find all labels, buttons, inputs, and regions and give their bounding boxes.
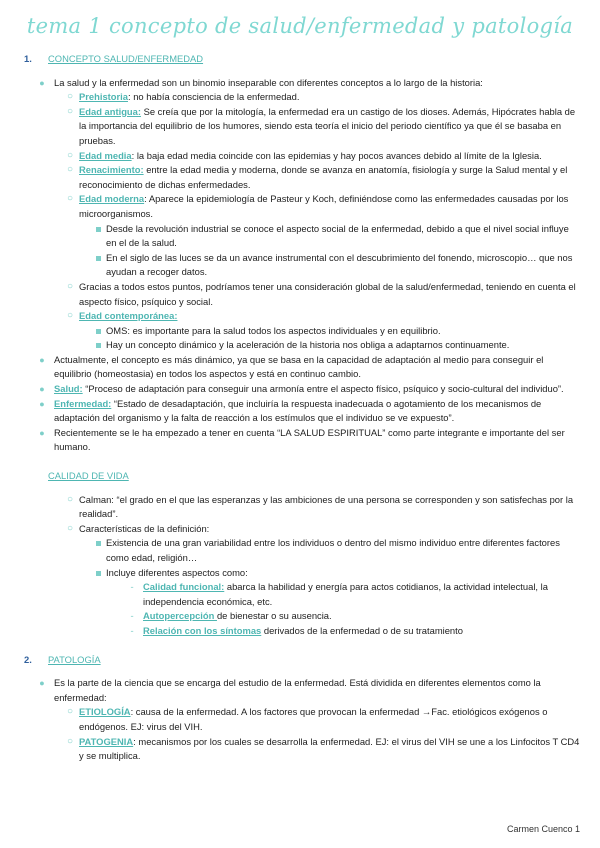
bullet-icon: - xyxy=(130,610,134,622)
section-heading xyxy=(18,52,580,67)
list-item xyxy=(18,76,580,91)
bullet-icon: ○ xyxy=(66,280,74,292)
bullet-icon: ○ xyxy=(66,522,74,534)
bullet-icon xyxy=(90,324,106,339)
document-body xyxy=(18,52,580,764)
term-label: Edad moderna xyxy=(79,193,145,205)
bullet-icon: - xyxy=(130,581,134,593)
bullet-icon: ● xyxy=(39,398,45,409)
list-item xyxy=(18,90,580,105)
section-title: CONCEPTO SALUD/ENFERMEDAD xyxy=(48,53,204,64)
bullet-icon: ○ xyxy=(66,493,74,505)
bullet-icon: ○ xyxy=(66,105,74,117)
list-item-text: Edad media: la baja edad media coincide con las epidemias y hay pocos avances debido al límite de la Iglesia. xyxy=(79,149,542,161)
bullet-icon: ● xyxy=(39,678,45,689)
bullet-icon: ○ xyxy=(66,91,74,103)
section-title: PATOLOGÍA xyxy=(48,653,101,665)
term-label: Edad contemporánea: xyxy=(79,310,178,322)
list-item xyxy=(18,251,580,280)
list-item xyxy=(18,324,580,339)
bullet-icon: ○ xyxy=(66,310,74,322)
list-item xyxy=(18,624,580,639)
list-item xyxy=(18,280,580,309)
list-item-text: En el siglo de las luces se da un avance instrumental con el descubrimiento del fonendo, microscopio… que nos ayudan a recoger datos. xyxy=(106,251,573,278)
bullet-icon: ● xyxy=(39,384,45,395)
list-item-text: Renacimiento: entre la edad media y moderna, donde se avanza en anatomía, fisiología y surge la Salud mental y el reconocimiento de dichas enfermedades. xyxy=(79,164,568,190)
section-number: 1. xyxy=(24,53,32,64)
list-item xyxy=(18,222,580,251)
term-label: ETIOLOGÍA xyxy=(79,706,131,718)
list-item-text: Relación con los síntomas derivados de la enfermedad o de su tratamiento xyxy=(143,624,463,636)
page-title: tema 1 concepto de salud/enfermedad y patología xyxy=(26,14,574,38)
list-item-text: Existencia de una gran variabilidad entre los individuos o dentro del mismo individuo entre diferentes factores como edad, religión… xyxy=(106,537,560,563)
list-item-text: Es la parte de la ciencia que se encarga del estudio de la enfermedad. Está dividida en diferentes elementos como la enfermedad: xyxy=(54,677,541,703)
bullet-icon: ○ xyxy=(66,706,74,718)
page-footer: Carmen Cuenco 1 xyxy=(506,824,580,834)
list-item-text xyxy=(79,309,580,324)
list-item-text: Actualmente, el concepto es más dinámico, ya que se basa en la capacidad de adaptación al medio para conseguir el equilibrio (homeostasia) en todos los aspectos y está en continuo cambio. xyxy=(54,353,544,380)
list-item xyxy=(18,192,580,221)
list-item xyxy=(18,735,580,764)
term-label: Relación con los síntomas xyxy=(143,624,262,636)
bullet-icon xyxy=(90,251,106,266)
list-item xyxy=(18,522,580,537)
section-number: 2. xyxy=(24,653,32,665)
bullet-icon xyxy=(90,566,106,581)
term-label: Calidad funcional: xyxy=(143,581,225,593)
bullet-icon: ○ xyxy=(66,193,74,205)
bullet-icon: ○ xyxy=(66,164,74,176)
bullet-icon xyxy=(90,338,106,353)
bullet-icon: ● xyxy=(39,354,45,365)
list-item xyxy=(18,397,580,426)
list-item-text: La salud y la enfermedad son un binomio inseparable con diferentes conceptos a lo largo de la historia: xyxy=(54,76,483,88)
term-label: Salud: xyxy=(54,383,83,395)
section-heading xyxy=(18,653,580,668)
list-item xyxy=(18,536,580,565)
list-item-text: Edad antigua: Se creía que por la mitología, la enfermedad era un castigo de los dioses. Además, Hipócrates habla de la importancia del equilibrio de los humores, siendo esta teoría el inicio del periodo científico ya que él se basaba en pruebas. xyxy=(79,105,576,146)
bullet-icon: - xyxy=(130,624,134,636)
bullet-icon: ● xyxy=(39,427,45,438)
bullet-icon: ○ xyxy=(66,149,74,161)
list-item-text: Hay un concepto dinámico y la aceleración de la historia nos obliga a adaptarnos continuamente. xyxy=(106,339,510,351)
list-item-text: Edad moderna: Aparece la epidemiología de Pasteur y Koch, definiéndose como las enfermedades causadas por los microorganismos. xyxy=(79,193,569,219)
list-item-text: Calidad funcional: abarca la habilidad y energía para actos cotidianos, la actividad intelectual, la independencia económica, etc. xyxy=(143,581,548,607)
list-item xyxy=(18,566,580,581)
term-label: PATOGENIA xyxy=(79,735,134,747)
list-item-text: Gracias a todos estos puntos, podríamos tener una consideración global de la salud/enfermedad, teniendo en cuenta el aspecto físico, psíquico y social. xyxy=(79,280,576,307)
list-item xyxy=(18,705,580,734)
list-item xyxy=(18,309,580,324)
list-item xyxy=(18,353,580,382)
section-title: CALIDAD DE VIDA xyxy=(48,470,129,482)
list-item xyxy=(18,676,580,705)
list-item-text: PATOGENIA: mecanismos por los cuales se desarrolla la enfermedad. EJ: el virus del VIH se une a los Linfocitos T CD4 y se multiplica. xyxy=(79,735,580,762)
term-label: Edad media xyxy=(79,149,132,161)
list-item xyxy=(18,580,580,609)
list-item-text: Prehistoria: no había consciencia de la enfermedad. xyxy=(79,91,300,103)
list-item-text: Características de la definición: xyxy=(79,522,210,534)
section-heading xyxy=(18,469,580,484)
term-label: Prehistoria xyxy=(79,91,128,103)
bullet-icon xyxy=(90,222,106,237)
list-item xyxy=(18,105,580,149)
list-item-text: ETIOLOGÍA: causa de la enfermedad. A los factores que provocan la enfermedad →Fac. etiológicos exógenos o endógenos. EJ: virus del VIH. xyxy=(79,706,548,732)
list-item xyxy=(18,493,580,522)
list-item-text: Autopercepción de bienestar o su ausencia. xyxy=(143,610,332,622)
list-item-text: Desde la revolución industrial se conoce el aspecto social de la enfermedad, debido a que el nivel social influye en el de la salud. xyxy=(106,222,569,249)
list-item xyxy=(18,163,580,192)
bullet-icon: ● xyxy=(39,77,45,88)
list-item xyxy=(18,426,580,455)
list-item-text: Calman: “el grado en el que las esperanzas y las ambiciones de una persona se corresponden y son satisfechas por la realidad”. xyxy=(79,493,574,520)
bullet-icon: ○ xyxy=(66,735,74,747)
term-label: Renacimiento: xyxy=(79,164,144,176)
list-item xyxy=(18,338,580,353)
term-label: Autopercepción xyxy=(143,610,217,622)
term-label: Enfermedad: xyxy=(54,397,112,409)
bullet-icon xyxy=(90,536,106,551)
list-item xyxy=(18,149,580,164)
term-label: Edad antigua: xyxy=(79,105,141,117)
list-item xyxy=(18,609,580,624)
list-item-text: Salud: “Proceso de adaptación para conseguir una armonía entre el aspecto físico, psíquico y socio-cultural del individuo”. xyxy=(54,383,564,395)
list-item xyxy=(18,382,580,397)
list-item-text: Enfermedad: “Estado de desadaptación, que incluiría la respuesta inadecuada o agotamiento de los mecanismos de adaptación del organismo y la falta de reacción a los estímulos que el individuo se ve expuesto”. xyxy=(54,397,542,424)
list-item-text: OMS: es importante para la salud todos los aspectos individuales y en equilibrio. xyxy=(106,324,441,336)
list-item-text: Incluye diferentes aspectos como: xyxy=(106,566,248,578)
list-item-text: Recientemente se le ha empezado a tener en cuenta “LA SALUD ESPIRITUAL” como parte integrante e importante del ser humano. xyxy=(54,426,565,453)
